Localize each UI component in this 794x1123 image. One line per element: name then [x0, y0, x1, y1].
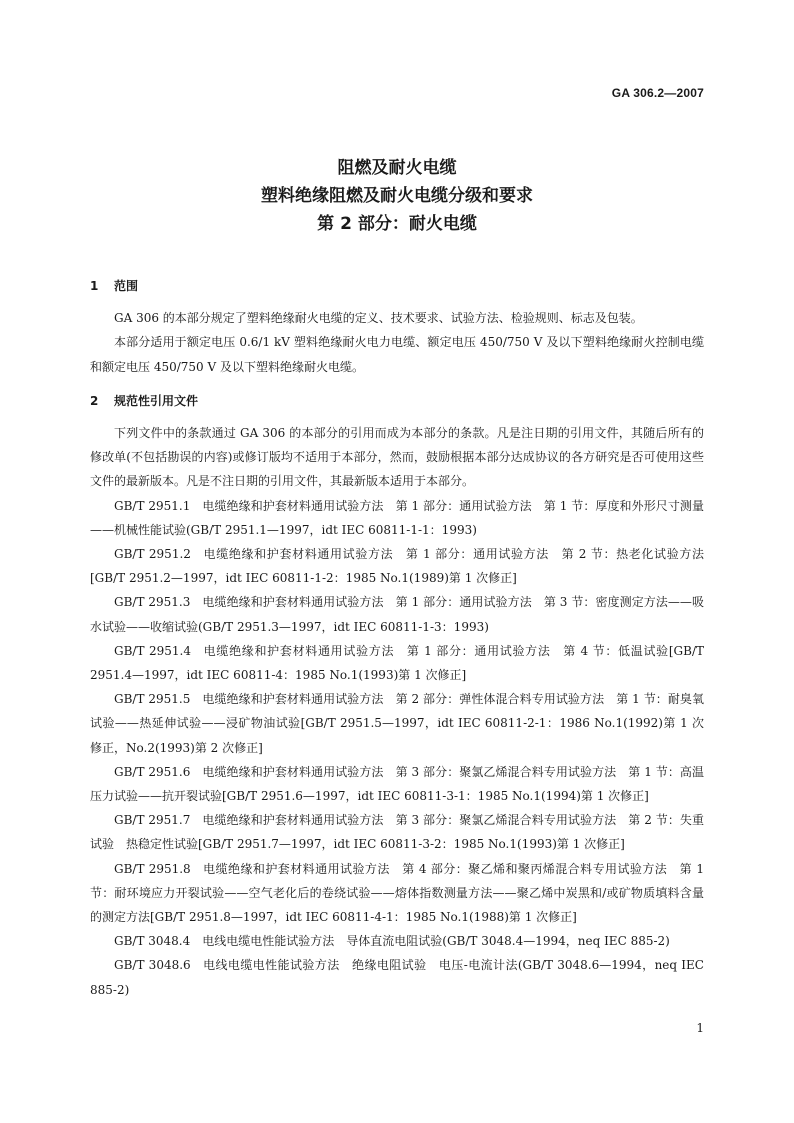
reference-code: GB/T 2951.2	[114, 547, 191, 562]
title-line-3: 第 2 部分：耐火电缆	[317, 214, 477, 234]
normative-intro-paragraph: 下列文件中的条款通过 GA 306 的本部分的引用而成为本部分的条款。凡是注日期的引用文件，其随后所有的修改单(不包括勘误的内容)或修订版均不适用于本部分，然而，鼓励根据本部分达成协议的各方研究是否可使用这些文件的最新版本。凡是不注日期的引用文件，其最新版本适用于本部分。	[90, 426, 704, 489]
reference-code: GB/T 2951.1	[114, 498, 191, 513]
reference-text: 电缆绝缘和护套材料通用试验方法 第 3 部分：聚氯乙烯混合料专用试验方法 第 1 节：高温压力试验——抗开裂试验[GB/T 2951.6—1997，idt IEC 60811-3-1：1985 No.1(1994)第 1 次修正]	[90, 764, 704, 804]
page-number: 1	[696, 1021, 704, 1035]
reference-code: GB/T 3048.4	[114, 934, 191, 949]
reference-text: 电缆绝缘和护套材料通用试验方法 第 1 部分：通用试验方法 第 3 节：密度测定方法——吸水试验——收缩试验(GB/T 2951.3—1997，idt IEC 60811-1-3：1993)	[90, 595, 705, 634]
section-title: 规范性引用文件	[114, 393, 199, 408]
reference-entry	[90, 857, 704, 930]
scope-paragraph: 本部分适用于额定电压 0.6/1 kV 塑料绝缘耐火电力电缆、额定电压 450/750 V 及以下塑料绝缘耐火控制电缆和额定电压 450/750 V 及以下塑料绝缘耐火电缆。	[90, 335, 704, 374]
reference-code: GB/T 3048.6	[114, 958, 191, 973]
section-number: 2	[90, 393, 99, 408]
reference-text: 电缆绝缘和护套材料通用试验方法 第 1 部分：通用试验方法 第 2 节：热老化试验方法[GB/T 2951.2—1997，idt IEC 60811-1-2：1985 No.1(1989)第 1 次修正]	[90, 547, 704, 586]
reference-entry	[90, 590, 704, 638]
reference-text: 电缆绝缘和护套材料通用试验方法 第 2 部分：弹性体混合料专用试验方法 第 1 节：耐臭氧试验——热延伸试验——浸矿物油试验[GB/T 2951.5—1997，idt IEC 60811-2-1：1986 No.1(1992)第 1 次修正，No.2(1993)第 2 次修正]	[90, 692, 704, 755]
reference-entry	[90, 687, 704, 760]
section-heading-scope	[90, 274, 704, 298]
reference-code: GB/T 2951.5	[114, 692, 191, 707]
scope-paragraph: GA 306 的本部分规定了塑料绝缘耐火电缆的定义、技术要求、试验方法、检验规则、标志及包装。	[114, 311, 643, 326]
reference-entry	[90, 494, 704, 542]
reference-code: GB/T 2951.6	[114, 764, 191, 779]
reference-entry	[90, 953, 704, 1001]
reference-entry	[90, 929, 704, 953]
reference-entry	[90, 760, 704, 808]
section-number: 1	[90, 279, 99, 293]
reference-code: GB/T 2951.3	[114, 595, 191, 610]
reference-text: 电缆绝缘和护套材料通用试验方法 第 1 部分：通用试验方法 第 4 节：低温试验[GB/T 2951.4—1997，idt IEC 60811-4：1985 No.1(1993)第 1 次修正]	[90, 643, 704, 683]
reference-entry	[90, 808, 704, 856]
reference-entry	[90, 542, 704, 590]
reference-code: GB/T 2951.8	[114, 861, 191, 876]
reference-text: 电线电缆电性能试验方法 绝缘电阻试验 电压-电流计法(GB/T 3048.6—1994，neq IEC 885-2)	[90, 958, 704, 997]
reference-code: GB/T 2951.7	[114, 813, 191, 828]
reference-text: 电缆绝缘和护套材料通用试验方法 第 1 部分：通用试验方法 第 1 节：厚度和外形尺寸测量——机械性能试验(GB/T 2951.1—1997，idt IEC 60811-1-1：1993)	[90, 498, 704, 537]
reference-text: 电缆绝缘和护套材料通用试验方法 第 4 部分：聚乙烯和聚丙烯混合料专用试验方法 第 1 节：耐环境应力开裂试验——空气老化后的卷绕试验——熔体指数测量方法——聚乙烯中炭黑和/或矿物质填料含量的测定方法[GB/T 2951.8—1997，idt IEC 60811-4-1：1985 No.1(1988)第 1 次修正]	[90, 861, 704, 925]
section-heading-normative-references	[90, 389, 704, 413]
reference-text: 电线电缆电性能试验方法 导体直流电阻试验(GB/T 3048.4—1994，neq IEC 885-2)	[202, 934, 670, 949]
document-title	[0, 154, 794, 238]
reference-code: GB/T 2951.4	[114, 643, 191, 658]
reference-entry	[90, 639, 704, 687]
reference-text: 电缆绝缘和护套材料通用试验方法 第 3 部分：聚氯乙烯混合料专用试验方法 第 2 节：失重试验 热稳定性试验[GB/T 2951.7—1997，idt IEC 60811-3-2：1985 No.1(1993)第 1 次修正]	[90, 813, 704, 852]
title-line-1: 阻燃及耐火电缆	[337, 158, 457, 178]
standard-number: GA 306.2—2007	[611, 86, 704, 100]
title-line-2: 塑料绝缘阻燃及耐火电缆分级和要求	[261, 186, 533, 206]
document-body	[90, 274, 704, 1002]
section-title: 范围	[114, 279, 139, 293]
